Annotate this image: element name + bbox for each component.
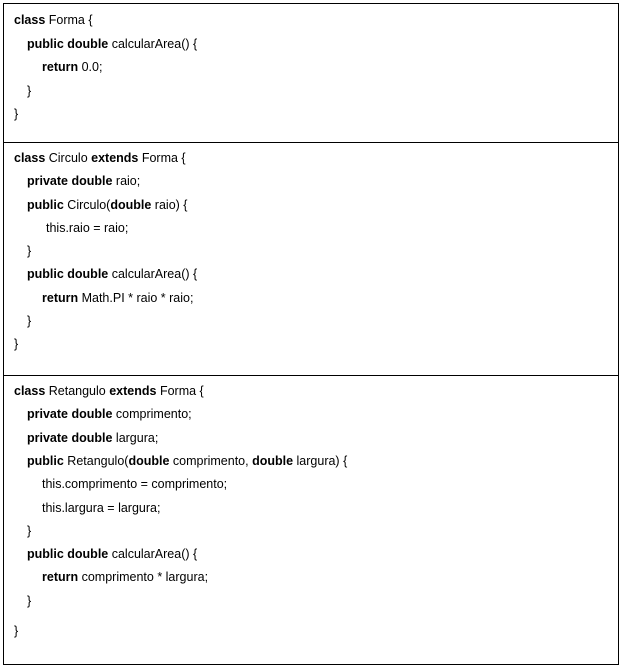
- code-line: [14, 107, 18, 122]
- code-text: }: [27, 84, 32, 98]
- code-line: [27, 244, 31, 259]
- code-line: [27, 454, 347, 469]
- code-line: [27, 407, 192, 422]
- code-line: [14, 337, 18, 352]
- code-keyword: return: [42, 60, 79, 74]
- code-keyword: return: [42, 570, 79, 584]
- code-line: [46, 221, 128, 236]
- code-keyword: public double: [27, 267, 109, 281]
- code-text: calcularArea() {: [108, 37, 198, 51]
- code-line: [42, 501, 160, 516]
- code-text: }: [27, 314, 32, 328]
- code-text: calcularArea() {: [108, 267, 198, 281]
- code-text: }: [14, 337, 19, 351]
- code-block-retangulo: [4, 376, 618, 664]
- code-keyword: return: [42, 291, 79, 305]
- code-keyword: public: [27, 198, 64, 212]
- code-text: }: [27, 594, 32, 608]
- code-line: [42, 291, 193, 306]
- code-line: [42, 477, 227, 492]
- code-text: }: [27, 524, 32, 538]
- code-text: Math.PI * raio * raio;: [78, 291, 194, 305]
- code-line: [27, 84, 31, 99]
- code-line: [14, 151, 186, 166]
- code-line: [42, 60, 102, 75]
- code-keyword: extends: [109, 384, 157, 398]
- code-text: comprimento;: [112, 407, 192, 421]
- code-line: [27, 524, 31, 539]
- code-text: comprimento * largura;: [78, 570, 209, 584]
- code-keyword: public double: [27, 547, 109, 561]
- code-text: Forma {: [45, 13, 93, 27]
- code-text: largura;: [112, 431, 159, 445]
- code-text: 0.0;: [78, 60, 103, 74]
- code-keyword: double: [252, 454, 294, 468]
- code-line: [42, 570, 208, 585]
- code-text: Retangulo(: [63, 454, 129, 468]
- code-text: Circulo: [45, 151, 92, 165]
- code-block-forma: [4, 4, 618, 143]
- code-text: }: [14, 107, 19, 121]
- code-text: }: [27, 244, 32, 258]
- code-text: this.largura = largura;: [42, 501, 161, 515]
- code-line: [27, 174, 140, 189]
- code-text: Forma {: [138, 151, 186, 165]
- code-text: Retangulo: [45, 384, 110, 398]
- code-line: [14, 384, 204, 399]
- code-text: }: [14, 624, 19, 638]
- code-table: [3, 3, 619, 665]
- code-text: raio;: [112, 174, 141, 188]
- code-block-circulo: [4, 143, 618, 376]
- code-line: [27, 594, 31, 609]
- code-keyword: class: [14, 13, 46, 27]
- code-line: [27, 314, 31, 329]
- code-text: Forma {: [156, 384, 204, 398]
- code-text: raio) {: [151, 198, 188, 212]
- code-text: Circulo(: [63, 198, 111, 212]
- code-keyword: private double: [27, 174, 113, 188]
- code-keyword: extends: [91, 151, 139, 165]
- code-text: calcularArea() {: [108, 547, 198, 561]
- code-text: largura) {: [293, 454, 348, 468]
- code-text: this.raio = raio;: [46, 221, 129, 235]
- code-keyword: double: [128, 454, 170, 468]
- code-keyword: public: [27, 454, 64, 468]
- code-line: [27, 37, 197, 52]
- code-line: [27, 267, 197, 282]
- code-keyword: class: [14, 384, 46, 398]
- code-keyword: private double: [27, 431, 113, 445]
- code-line: [27, 547, 197, 562]
- code-keyword: public double: [27, 37, 109, 51]
- code-keyword: double: [110, 198, 152, 212]
- code-line: [27, 198, 187, 213]
- code-text: this.comprimento = comprimento;: [42, 477, 228, 491]
- code-line: [27, 431, 158, 446]
- code-line: [14, 13, 93, 28]
- code-text: comprimento,: [169, 454, 253, 468]
- code-keyword: class: [14, 151, 46, 165]
- code-line: [14, 624, 18, 639]
- code-keyword: private double: [27, 407, 113, 421]
